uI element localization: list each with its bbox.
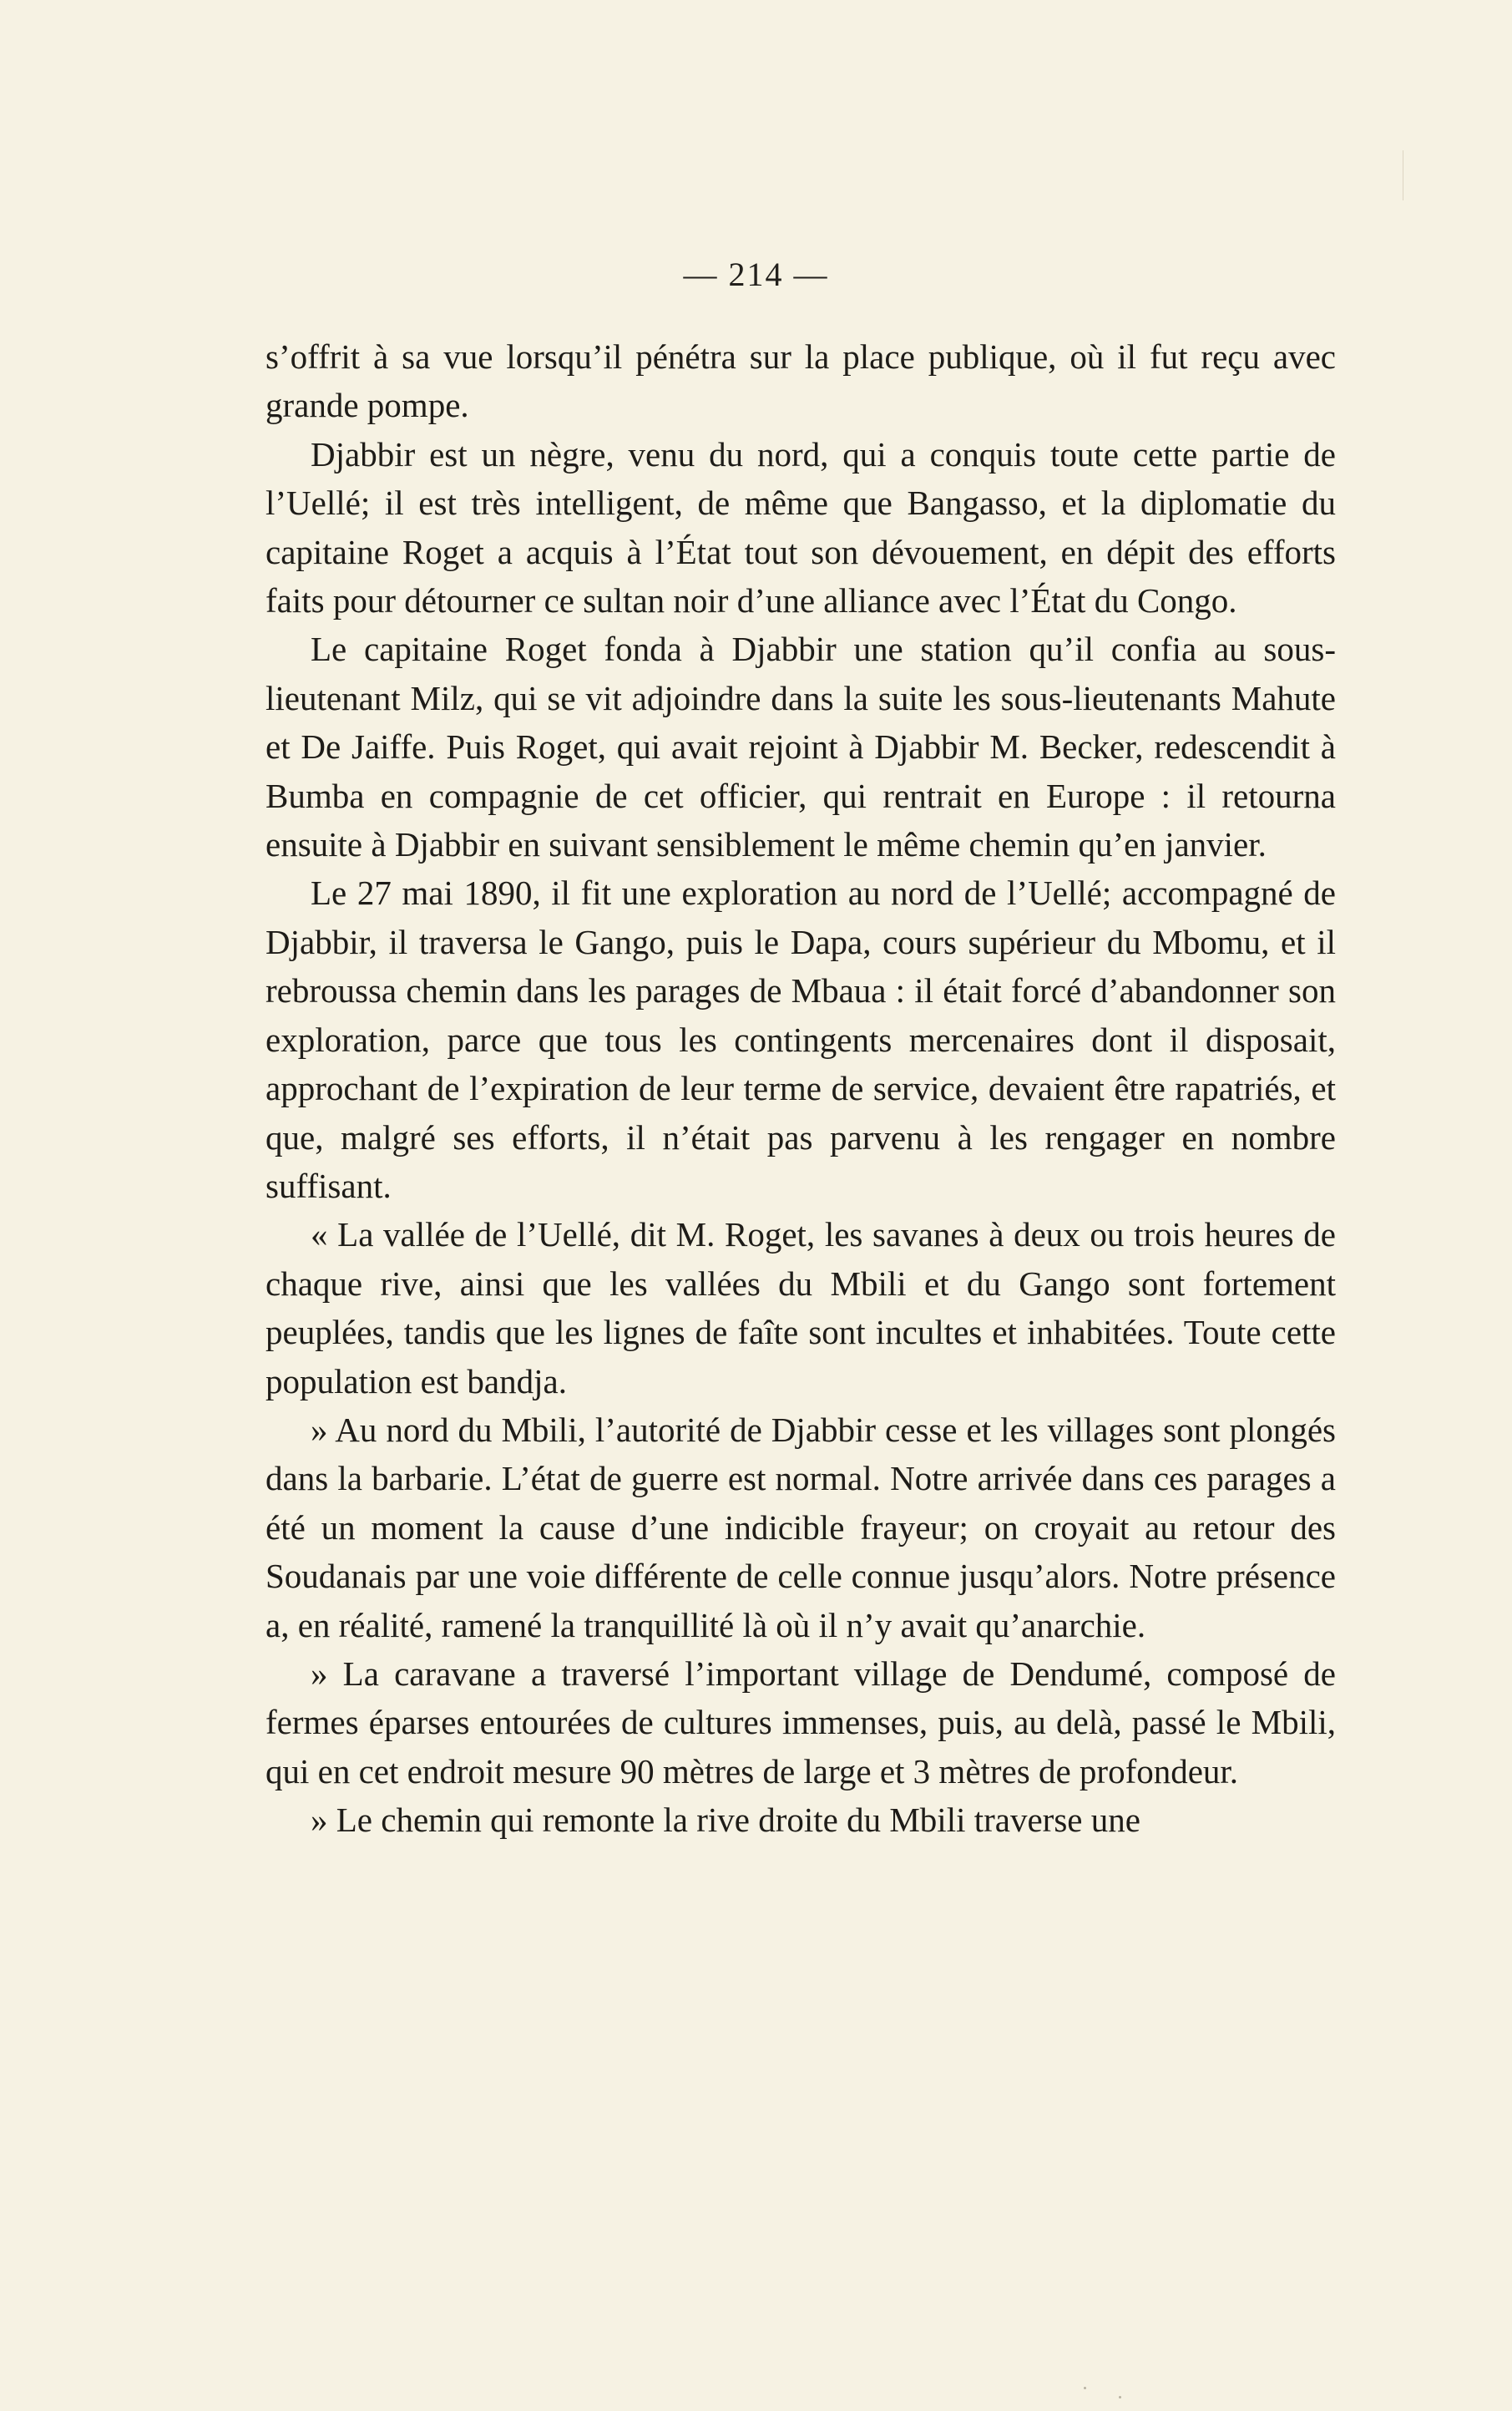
paragraph-quote: « La vallée de l’Uellé, dit M. Roget, les savanes à deux ou trois heures de chaque rive, ainsi que les vallées du Mbili et du Gango sont fortement peuplées, tandis que les lignes de faîte sont incultes et inhabitées. Toute cette population est bandja. bbox=[265, 1215, 1336, 1401]
paragraph-quote: » Le chemin qui remonte la rive droite du Mbili traverse une bbox=[311, 1801, 1140, 1840]
paragraph: Le 27 mai 1890, il fit une exploration au nord de l’Uellé; accompagné de Djabbir, il traversa le Gango, puis le Dapa, cours supérieur du Mbomu, et il rebroussa chemin dans les parages de Mbaua : il était forcé d’abandonner son exploration, parce que tous les contingents mercenaires dont il disposait, approchant de l’expiration de leur terme de service, devaient être rapatriés, et que, malgré ses efforts, il n’était pas parvenu à les rengager en nombre suffisant. bbox=[265, 874, 1336, 1205]
paragraph-continuation: s’offrit à sa vue lorsqu’il pénétra sur la place publique, où il fut reçu avec grande pompe. bbox=[265, 337, 1336, 425]
paragraph-quote: » La caravane a traversé l’important village de Dendumé, composé de fermes éparses entourées de cultures immenses, puis, au delà, passé le Mbili, qui en cet endroit mesure 90 mètres de large et 3 mètres de profondeur. bbox=[265, 1654, 1336, 1791]
page-number: — 214 — bbox=[683, 256, 829, 293]
body-text bbox=[265, 332, 1336, 1845]
paragraph-quote: » Au nord du Mbili, l’autorité de Djabbir cesse et les villages sont plongés dans la barbarie. L’état de guerre est normal. Notre arrivée dans ces parages a été un moment la cause d’une indicible frayeur; on croyait au retour des Soudanais par une voie différente de celle connue jusqu’alors. Notre présence a, en réalité, ramené la tranquillité là où il n’y avait qu’anarchie. bbox=[265, 1410, 1336, 1644]
paragraph: Le capitaine Roget fonda à Djabbir une station qu’il confia au sous-lieutenant Milz, qui se vit adjoindre dans la suite les sous-lieutenants Mahute et De Jaiffe. Puis Roget, qui avait rejoint à Djabbir M. Becker, redescendit à Bumba en compagnie de cet officier, qui rentrait en Europe : il retourna ensuite à Djabbir en suivant sensiblement le même chemin qu’en janvier. bbox=[265, 630, 1336, 864]
paper-speck bbox=[1119, 2396, 1121, 2398]
paragraph: Djabbir est un nègre, venu du nord, qui a conquis toute cette partie de l’Uellé; il est très intelligent, de même que Bangasso, et la diplomatie du capitaine Roget a acquis à l’État tout son dévouement, en dépit des efforts faits pour détourner ce sultan noir d’une alliance avec l’État du Congo. bbox=[265, 434, 1336, 620]
paper-speck bbox=[1084, 2387, 1086, 2389]
